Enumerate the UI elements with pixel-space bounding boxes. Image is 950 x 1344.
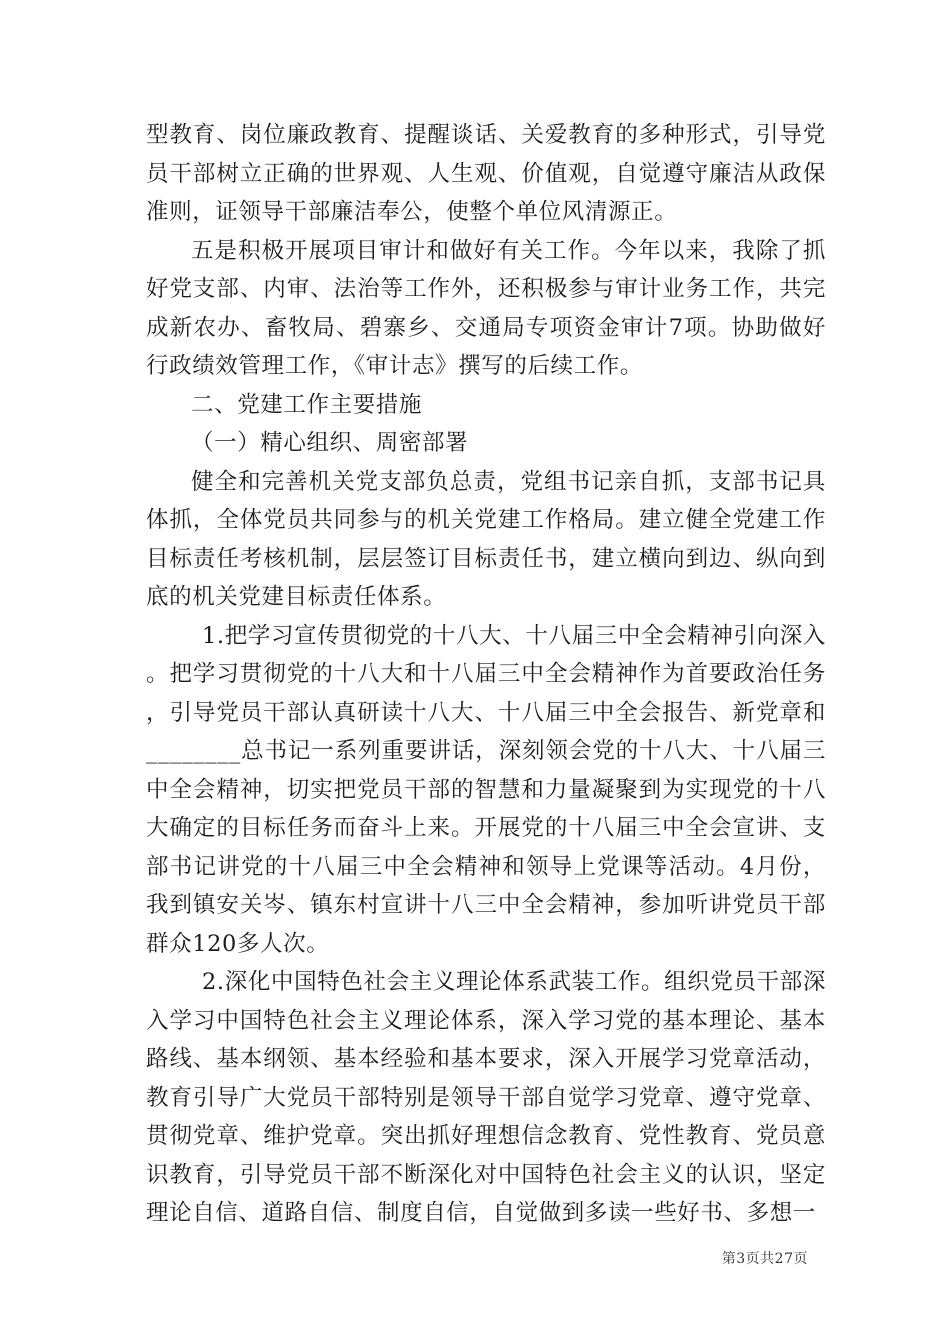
section-heading: 二、党建工作主要措施 bbox=[191, 391, 423, 418]
subsection-heading: （一）精心组织、周密部署 bbox=[191, 430, 469, 456]
paragraph-item-2: 2.深化中国特色社会主义理论体系武装工作。组织党员干部深入学习中国特色社会主义理论体系，深入学习党的基本理论、基本路线、基本纲领、基本经验和基本要求，深入开展学习党章活动，教育引导广大党员干部特别是领导干部自觉学习党章、遵守党章、贯彻党章、维护党章。突出抓好理想信念教育、党性教育、党员意识教育，引导党员干部不断深化对中国特色社会主义的认识，坚定理论自信、道路自信、制度自信，自觉做到多读一些好书、多想一 bbox=[146, 969, 826, 1226]
paragraph-responsibility: 健全和完善机关党支部负总责，党组书记亲自抓，支部书记具体抓，全体党员共同参与的机关党建工作格局。建立健全党建工作目标责任考核机制，层层签订目标责任书，建立横向到边、纵向到底的机关党建目标责任体系。 bbox=[146, 468, 826, 610]
page-number: 第3页共27页 bbox=[721, 1251, 808, 1267]
paragraph-continued: 型教育、岗位廉政教育、提醒谈话、关爱教育的多种形式，引导党员干部树立正确的世界观、人生观、价值观，自觉遵守廉洁从政保准则，证领导干部廉洁奉公，使整个单位风清源正。 bbox=[146, 122, 826, 225]
paragraph-audit-work: 五是积极开展项目审计和做好有关工作。今年以来，我除了抓好党支部、内审、法治等工作外，还积极参与审计业务工作，共完成新农办、畜牧局、碧寨乡、交通局专项资金审计7项。协助做好行政绩效管理工作，《审计志》撰写的后续工作。 bbox=[146, 237, 826, 379]
document-body bbox=[146, 116, 826, 1233]
paragraph-item-1: 1.把学习宣传贯彻党的十八大、十八届三中全会精神引向深入。把学习贯彻党的十八大和十八届三中全会精神作为首要政治任务，引导党员干部认真研读十八大、十八届三中全会报告、新党章和________总书记一系列重要讲话，深刻领会党的十八大、十八届三中全会精神，切实把党员干部的智慧和力量凝聚到为实现党的十八大确定的目标任务而奋斗上来。开展党的十八届三中全会宣讲、支部书记讲党的十八届三中全会精神和领导上党课等活动。4月份，我到镇安关岑、镇东村宣讲十八三中全会精神，参加听讲党员干部群众120多人次。 bbox=[146, 622, 826, 957]
